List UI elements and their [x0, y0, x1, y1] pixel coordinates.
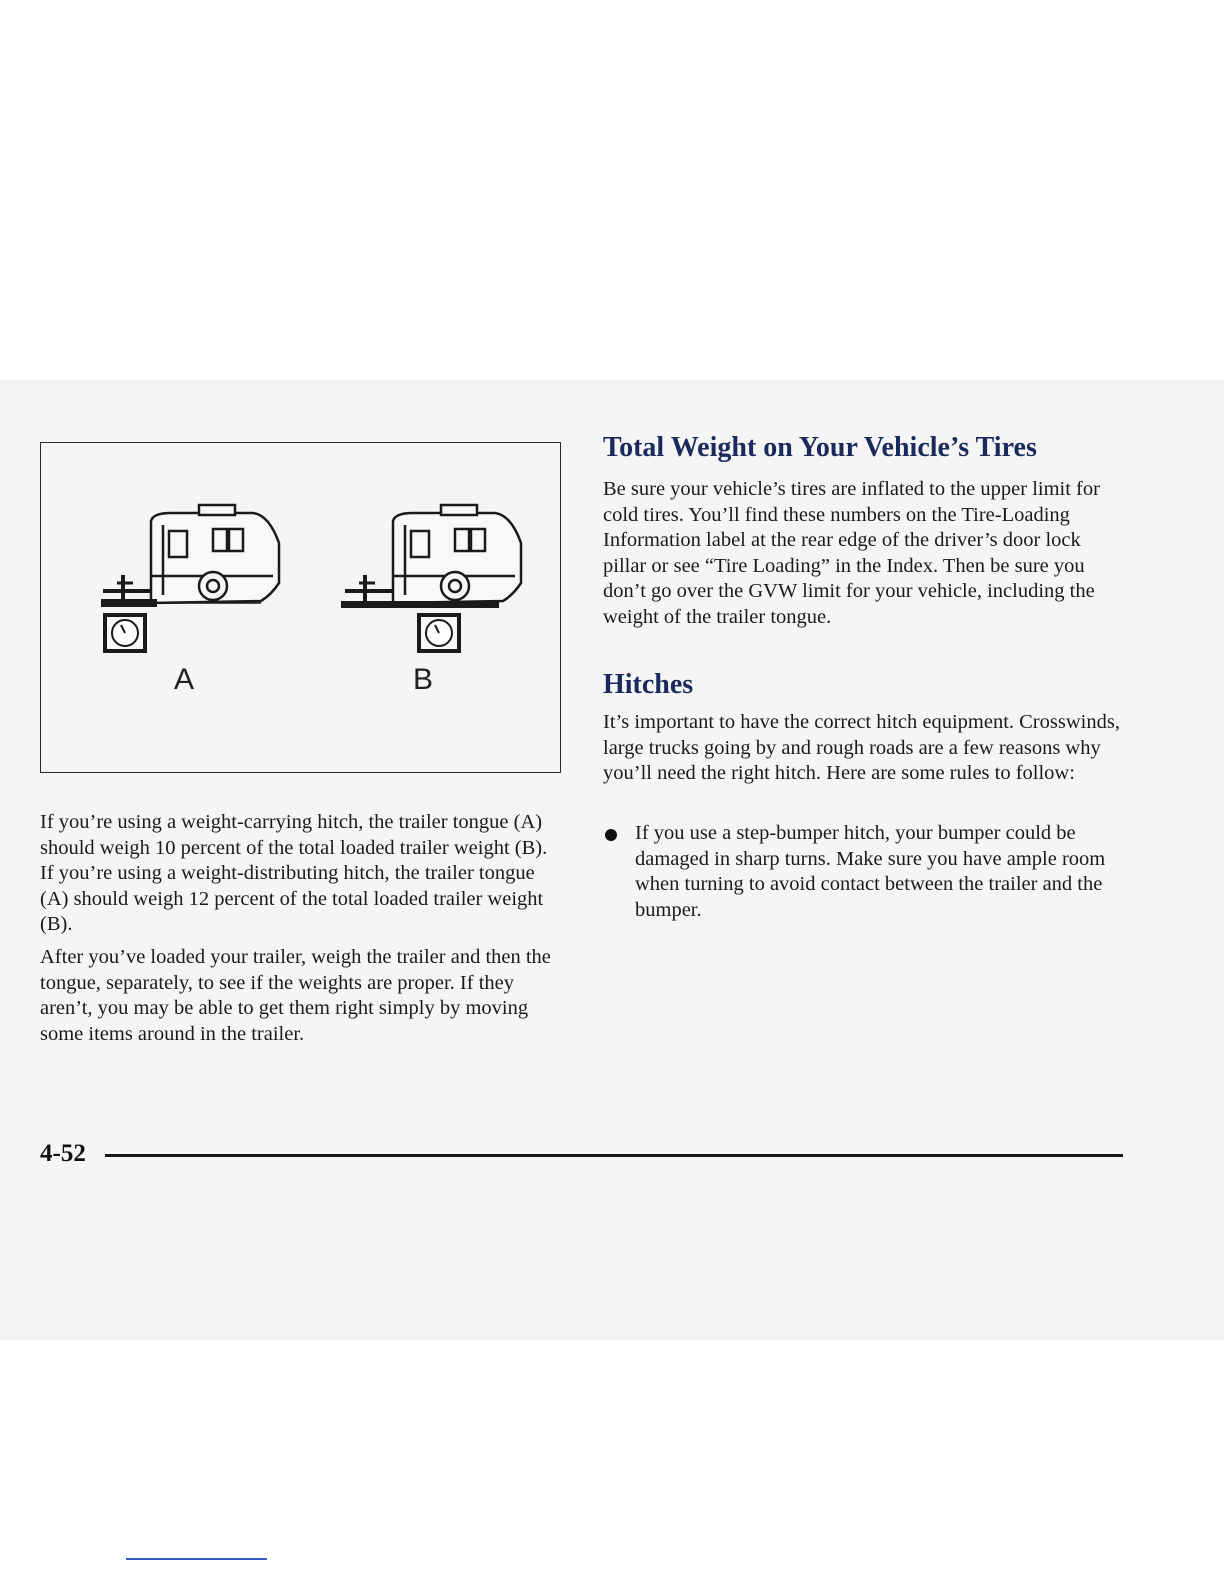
trailer-a-drawing: [103, 505, 279, 603]
trailer-weight-illustration: [40, 442, 561, 773]
trailer-b-drawing: [345, 505, 521, 603]
bullet-text: If you use a step-bumper hitch, your bumper could be damaged in sharp turns. Make sure you have ample room when turning to avoid contact between the trailer and the bumper.: [635, 822, 1106, 921]
section-heading-hitches: Hitches: [603, 669, 694, 700]
weigh-trailer-paragraph: After you’ve loaded your trailer, weigh the trailer and then the tongue, separately, to see if the weights are proper. If they aren’t, you may be able to get them right simply by moving some items around in the trailer.: [40, 946, 551, 1045]
page-number: 4-52: [40, 1140, 86, 1167]
footer-divider: [105, 1154, 1123, 1157]
bottom-link-underline: [126, 1558, 267, 1560]
scale-b: [419, 615, 459, 651]
hitches-paragraph: It’s important to have the correct hitch equipment. Crosswinds, large trucks going by and rough roads are a few reasons why you’ll need the right hitch. Here are some rules to follow:: [603, 711, 1120, 784]
scale-platform-a: [101, 599, 157, 607]
bullet-icon: [605, 829, 617, 841]
trailer-diagram: [41, 443, 560, 772]
scale-platform-b: [341, 601, 499, 608]
scale-a: [105, 615, 145, 651]
figure-label-b: B: [413, 663, 434, 696]
tire-weight-paragraph: Be sure your vehicle’s tires are inflated to the upper limit for cold tires. You’ll find these numbers on the Tire-Loading Information label at the rear edge of the driver’s door lock pillar or see “Tire Loading” in the Index. Then be sure you don’t go over the GVW limit for your vehicle, including the weight of the trailer tongue.: [603, 478, 1100, 628]
section-heading-total-weight: Total Weight on Your Vehicle’s Tires: [603, 432, 1037, 463]
figure-label-a: A: [174, 663, 195, 696]
hitch-weight-paragraph: If you’re using a weight-carrying hitch, the trailer tongue (A) should weigh 10 percent of the total loaded trailer weight (B). If you’re using a weight-distributing hitch, the trailer tongue (A) should weigh 12 percent of the total loaded trailer weight (B).: [40, 811, 548, 935]
